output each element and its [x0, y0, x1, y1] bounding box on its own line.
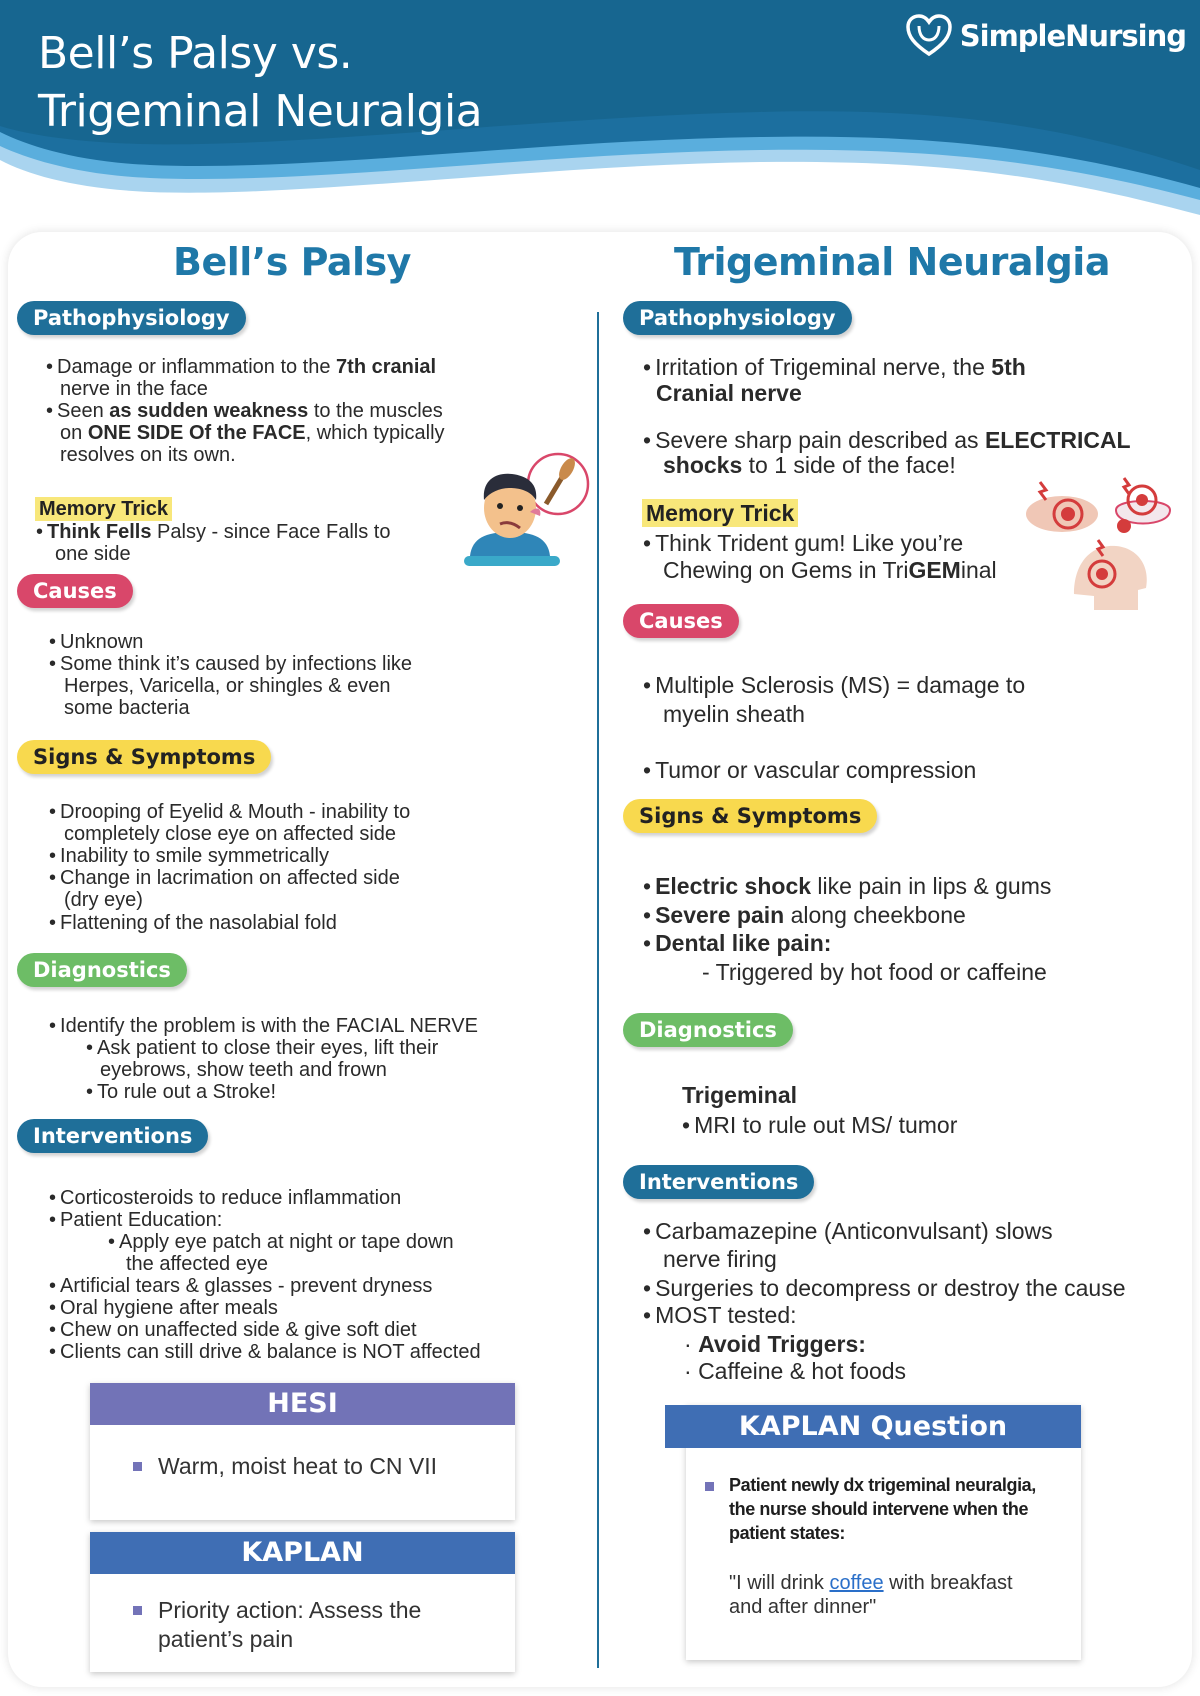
bells-interventions-label: Interventions: [17, 1119, 208, 1153]
trig-cause-1-cont: myelin sheath: [663, 701, 805, 727]
bells-patho-bullet-2-cont: on ONE SIDE Of the FACE, which typically: [60, 422, 445, 444]
face-palsy-illustration: [462, 448, 590, 574]
bells-diag-1: • Identify the problem is with the FACIAL NERVE: [49, 1015, 478, 1037]
bells-palsy-title: Bell’s Palsy: [173, 240, 411, 284]
trig-interv-3-sub-2: · Caffeine & hot foods: [684, 1358, 907, 1384]
trig-sign-3: • Dental like pain:: [643, 930, 831, 957]
brand-logo: [904, 12, 1186, 60]
trig-diagnostics-label: Diagnostics: [623, 1013, 793, 1047]
trig-cause-1: • Multiple Sclerosis (MS) = damage to: [643, 672, 1025, 699]
bells-patho-bullet-1: • Damage or inflammation to the 7th cranial: [46, 356, 436, 378]
bells-interv-4: • Oral hygiene after meals: [49, 1297, 278, 1319]
trig-memory-trick-label: Memory Trick: [642, 499, 798, 527]
bells-causes-label: Causes: [17, 574, 133, 608]
brand-name: SimpleNursing: [959, 19, 1186, 53]
kaplan-text-line2: patient’s pain: [158, 1626, 294, 1652]
heart-stethoscope-icon: [904, 12, 954, 60]
bells-sign-4: • Flattening of the nasolabial fold: [49, 912, 337, 934]
bells-memory-trick-label: Memory Trick: [35, 497, 172, 521]
bells-sign-3: • Change in lacrimation on affected side: [49, 867, 400, 889]
bells-signs-label: Signs & Symptoms: [17, 740, 271, 774]
trig-diag-item: • MRI to rule out MS/ tumor: [682, 1112, 957, 1139]
bells-diag-2-cont: eyebrows, show teeth and frown: [100, 1059, 387, 1081]
trig-patho-bullet-1: • Irritation of Trigeminal nerve, the 5th: [643, 354, 1026, 381]
bells-interv-5: • Chew on unaffected side & give soft diet: [49, 1319, 417, 1341]
bells-sign-2: • Inability to smile symmetrically: [49, 845, 329, 867]
trig-interv-3: • MOST tested:: [643, 1302, 797, 1329]
header-banner: [0, 0, 1200, 240]
bells-interv-3: • Artificial tears & glasses - prevent dryness: [49, 1275, 432, 1297]
trig-memory-trick-text: • Think Trident gum! Like you’re: [643, 530, 963, 557]
bells-interv-1: • Corticosteroids to reduce inflammation: [49, 1187, 401, 1209]
bells-patho-bullet-2: • Seen as sudden weakness to the muscles: [46, 400, 443, 422]
trigeminal-title: Trigeminal Neuralgia: [674, 240, 1110, 284]
bells-diag-2: • Ask patient to close their eyes, lift their: [86, 1037, 438, 1059]
hesi-box-title: HESI: [90, 1383, 515, 1425]
bells-cause-2: • Some think it’s caused by infections like: [49, 653, 412, 675]
trig-pathophysiology-label: Pathophysiology: [623, 301, 852, 335]
trig-interventions-label: Interventions: [623, 1165, 814, 1199]
trig-interv-1: • Carbamazepine (Anticonvulsant) slows: [643, 1218, 1053, 1245]
trig-patho-bullet-1-cont: Cranial nerve: [656, 380, 802, 406]
trig-signs-label: Signs & Symptoms: [623, 799, 877, 833]
kaplan-question-quote: "I will drink coffee with breakfast: [729, 1572, 1013, 1594]
bells-patho-bullet-1-cont: nerve in the face: [60, 378, 208, 400]
trig-memory-trick-text-cont: Chewing on Gems in TriGEMinal: [663, 557, 997, 583]
bells-diagnostics-label: Diagnostics: [17, 953, 187, 987]
bells-sign-3-cont: (dry eye): [64, 889, 143, 911]
bells-pathophysiology-label: Pathophysiology: [17, 301, 246, 335]
trig-interv-2: • Surgeries to decompress or destroy the cause: [643, 1275, 1126, 1302]
bells-interv-2: • Patient Education:: [49, 1209, 222, 1231]
trig-causes-label: Causes: [623, 604, 739, 638]
page-title-line1: Bell’s Palsy vs.: [38, 28, 353, 79]
kaplan-question-quote-cont: and after dinner": [729, 1596, 877, 1618]
bells-interv-2-sub-cont: the affected eye: [126, 1253, 268, 1275]
bells-sign-1-cont: completely close eye on affected side: [64, 823, 397, 845]
bells-interv-6: • Clients can still drive & balance is NOT affected: [49, 1341, 481, 1363]
kaplan-text-line1: Priority action: Assess the: [158, 1597, 422, 1623]
trig-sign-3-sub: - Triggered by hot food or caffeine: [702, 959, 1047, 985]
trig-interv-1-cont: nerve firing: [663, 1246, 777, 1272]
facial-pain-illustration: [1020, 470, 1190, 616]
column-divider: [597, 312, 599, 1668]
kaplan-question-title: KAPLAN Question: [665, 1405, 1081, 1448]
trig-patho-bullet-2-cont: shocks to 1 side of the face!: [663, 452, 956, 478]
hesi-text: Warm, moist heat to CN VII: [158, 1453, 438, 1479]
trig-sign-2: • Severe pain along cheekbone: [643, 902, 966, 929]
kaplan-question-line1: Patient newly dx trigeminal neuralgia,: [729, 1475, 1036, 1495]
bells-diag-3: • To rule out a Stroke!: [86, 1081, 276, 1103]
bells-memory-trick-text: • Think Fells Palsy - since Face Falls to: [36, 521, 390, 543]
trig-interv-3-sub-1: · Avoid Triggers:: [684, 1331, 866, 1357]
bells-interv-2-sub: • Apply eye patch at night or tape down: [108, 1231, 454, 1253]
kaplan-question-line2: the nurse should intervene when the: [729, 1499, 1029, 1519]
bells-cause-2-cont: Herpes, Varicella, or shingles & even: [64, 675, 391, 697]
bells-cause-1: • Unknown: [49, 631, 143, 653]
bells-sign-1: • Drooping of Eyelid & Mouth - inability to: [49, 801, 410, 823]
bells-memory-trick-text-cont: one side: [55, 543, 131, 565]
bells-patho-bullet-2-cont2: resolves on its own.: [60, 444, 236, 466]
bells-cause-2-cont2: some bacteria: [64, 697, 190, 719]
kaplan-question-line3: patient states:: [729, 1523, 846, 1543]
trig-cause-2: • Tumor or vascular compression: [643, 757, 976, 784]
coffee-link: coffee: [829, 1572, 884, 1594]
trig-patho-bullet-2: • Severe sharp pain described as ELECTRICAL: [643, 427, 1131, 454]
page-title-line2: Trigeminal Neuralgia: [38, 86, 483, 137]
kaplan-box-title: KAPLAN: [90, 1532, 515, 1574]
trig-sign-1: • Electric shock like pain in lips & gums: [643, 873, 1051, 900]
kaplan-question-bullet-square: [705, 1482, 714, 1491]
hesi-bullet-square: [133, 1462, 142, 1471]
trig-diag-title: Trigeminal: [682, 1082, 798, 1108]
kaplan-bullet-square: [133, 1606, 142, 1615]
